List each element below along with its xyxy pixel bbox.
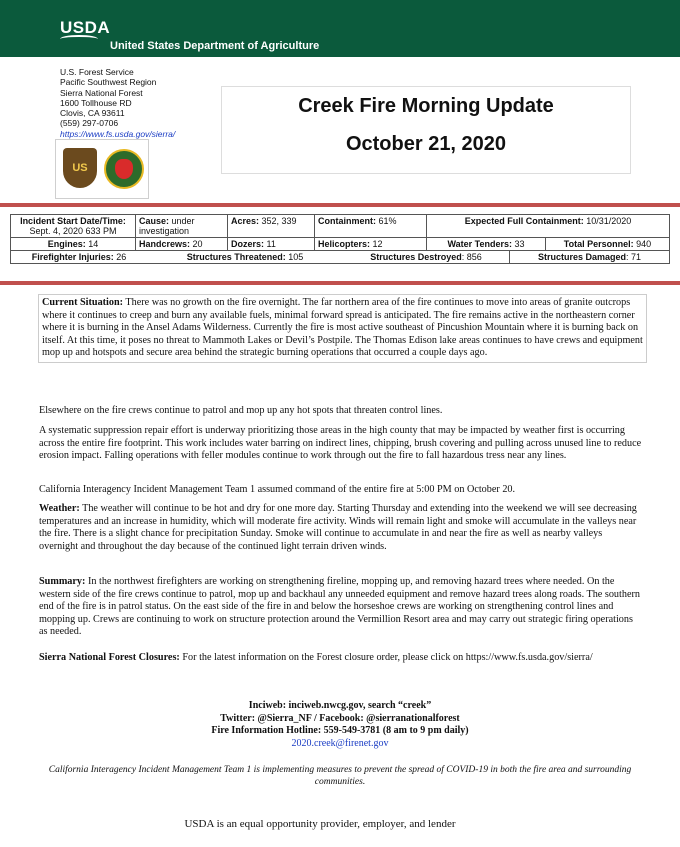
address-line: 1600 Tollhouse RD [60,97,132,108]
stat-water-tenders: Water Tenders: 33 [427,238,546,251]
office-address [60,67,175,139]
address-line: (559) 297-0706 [60,118,119,129]
equal-opportunity-statement: USDA is an equal opportunity provider, employer, and lender [184,818,456,830]
address-line: U.S. Forest Service [60,67,134,77]
usda-banner [0,0,680,57]
elsewhere-paragraph: Elsewhere on the fire crews continue to patrol and mop up any hot spots that threaten control lines. [39,405,443,416]
command-paragraph: California Interagency Incident Management Team 1 assumed command of the entire fire at 5:00 PM on October 20. [39,484,516,495]
stat-injuries: Firefighter Injuries: 26 [31,252,127,262]
weather-text: The weather will continue to be hot and dry for one more day. Starting Thursday and extending into the weekend we will see decreasing temperatures and an increase in humidity, which will moderate fire activity. Winds will remain light and smoke will accumulate in the valleys near the fire. There is a slight chance for precipitation Sunday. Smoke will continue to accumulate in and near the fire as well as nearby valleys overnight and throughout the day because of the continued light terrain driven winds. [39,503,637,552]
incident-stats-table [10,214,670,264]
page-date: October 21, 2020 [345,133,507,155]
top-divider [0,203,680,207]
forest-url-link[interactable]: https://www.fs.usda.gov/sierra/ [60,128,176,139]
calfire-seal-icon [104,149,144,189]
closures-text: For the latest information on the Forest closure order, please click on https://www.fs.usda.gov/sierra/ [179,652,593,663]
bottom-divider [0,281,680,285]
usda-logo: USDA [60,18,111,37]
covid-notice: California Interagency Incident Management Team 1 is implementing measures to prevent the spread of COVID-19 in both the fire area and surrounding communities. [48,765,632,787]
address-line: Sierra National Forest [60,87,143,98]
department-name: United States Department of Agriculture [110,40,320,52]
stat-helicopters: Helicopters: 12 [315,238,427,251]
california-shape-icon [115,159,133,179]
forest-service-shield-icon [63,148,97,188]
suppression-paragraph: A systematic suppression repair effort is underway prioritizing those areas in the high county that may be impacted by weather first is occurring across the entire fire footprint. This work includes water barring on indirect lines, chipping, brush covering and pulling across unused line to reduce erosion impact. Falling operations with feller modules continue to work through out the fire to fall hazardous tress near any lines. [39,425,642,462]
stat-destroyed: Structures Destroyed: 856 [343,251,510,263]
stat-structures-row [11,251,670,264]
stat-containment: Containment: 61% [315,215,427,238]
situation-label: Current Situation: [42,297,124,308]
agency-logos [55,139,149,199]
stat-handcrews: Handcrews: 20 [136,238,228,251]
summary-paragraph [39,576,643,639]
summary-label: Summary: [39,576,86,587]
stat-start: Incident Start Date/Time: Sept. 4, 2020 633 PM [11,215,136,238]
summary-text: In the northwest firefighters are working on strengthening fireline, mopping up, and removing hazard trees where needed. On the western side of the fire crews continue to patrol, mop up and backhaul any unneeded equipment and remove hazard trees along roads. The southern end of the fire is in patrol status. On the east side of the fire in and below the horseshoe crews are working on strengthening control lines and mopping up. Crews are continuing to work on structure protection around the Vermillion Resort area and may carry out strategic firing operations as needed. [39,576,640,638]
closures-label: Sierra National Forest Closures: [39,652,180,663]
stat-engines: Engines: 14 [11,238,136,251]
stat-acres: Acres: 352, 339 [228,215,315,238]
title-box [221,86,631,174]
address-line: Pacific Southwest Region [60,77,157,88]
contact-info [0,700,680,750]
stat-total-personnel: Total Personnel: 940 [546,238,670,251]
situation-text: There was no growth on the fire overnight. The far northern area of the fire continues to move into areas of granite outcrops where it continues to creep and burn any available fuels, minimal forward spread is anticipated. The fire remains active in the northeastern corner where it is burning in the Ansel Adams Wilderness. Currently the fire is most active southeast of Pincushion Mountain where it is burning back on itself. At this time, it poses no threat to Mammoth Lakes or Devil’s Postpile. The Thomas Edison lake areas continues to have crews and equipment mop up and hotspots and secure area behind the strategic burning operations that occurred a couple days ago. [42,297,643,359]
closures-paragraph [39,652,643,665]
stat-expected-containment: Expected Full Containment: 10/31/2020 [427,215,670,238]
shield-text: US [72,162,88,174]
stat-damaged: Structures Damaged: 71 [537,252,642,262]
email-link[interactable]: 2020.creek@firenet.gov [291,737,389,749]
page-title: Creek Fire Morning Update [298,95,554,117]
current-situation [38,294,647,363]
social-line: Twitter: @Sierra_NF / Facebook: @sierranationalforest [220,712,460,724]
weather-paragraph [39,503,643,553]
weather-label: Weather: [39,503,80,514]
inciweb-line: Inciweb: inciweb.nwcg.gov, search “creek” [248,700,432,711]
hotline-line: Fire Information Hotline: 559-549-3781 (8 am to 9 pm daily) [211,725,469,736]
address-line: Clovis, CA 93611 [60,108,125,119]
stat-cause: Cause: under investigation [136,215,228,238]
stat-threatened: Structures Threatened: 105 [186,252,304,262]
stat-dozers: Dozers: 11 [228,238,315,251]
usda-swoosh-icon [60,35,98,43]
